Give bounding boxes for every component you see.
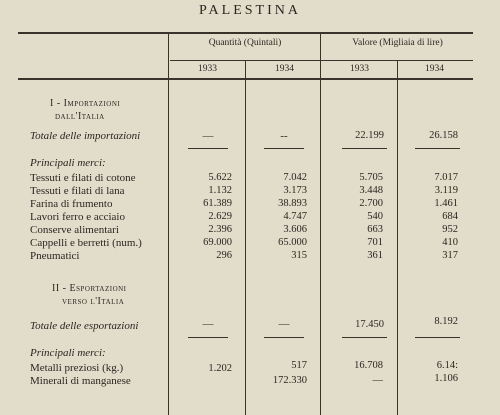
row-v1933: 3.448 (359, 185, 383, 196)
section2-total-q1933: — (202, 318, 214, 330)
row-q1934: 3.173 (283, 185, 307, 196)
row-label: Lavori ferro e acciaio (30, 211, 125, 223)
row-v1934: 3.119 (434, 185, 458, 196)
row-v1934: 7.017 (434, 172, 458, 183)
row-v1933: 540 (367, 211, 383, 222)
row-v1933: 663 (367, 224, 383, 235)
section1-total-v1934: 26.158 (429, 130, 458, 141)
row-q1933: 69.000 (203, 237, 232, 248)
year-v-1933: 1933 (350, 64, 369, 74)
table-top-rule (18, 32, 473, 34)
section2-total-underline-1 (188, 337, 228, 338)
row-v1933: 701 (367, 237, 383, 248)
section2-total-label: Totale delle esportazioni (30, 320, 139, 332)
section2-total-q1934: — (278, 318, 290, 330)
row-q1934: 517 (291, 360, 307, 371)
row-v1933: — (372, 375, 383, 386)
row-label: Cappelli e berretti (num.) (30, 237, 142, 249)
column-rule-1 (168, 32, 169, 415)
row-q1934: 4.747 (283, 211, 307, 222)
section2-principali-label: Principali merci: (30, 347, 106, 359)
section1-principali-label: Principali merci: (30, 157, 106, 169)
section2-total-v1933: 17.450 (355, 319, 384, 330)
header-quantita: Quantità (Quintali) (208, 38, 282, 48)
row-q1934: 315 (291, 250, 307, 261)
column-rule-2 (245, 60, 246, 415)
section2-total-underline-4 (415, 337, 460, 338)
row-q1934: 65.000 (278, 237, 307, 248)
section2-total-v1934: 8.192 (434, 316, 458, 327)
row-v1934: 410 (442, 237, 458, 248)
row-label: Tessuti e filati di cotone (30, 172, 136, 184)
year-q-1934: 1934 (275, 64, 294, 74)
section1-total-v1933: 22.199 (355, 130, 384, 141)
row-q1933: 2.396 (208, 224, 232, 235)
section2-heading-2: verso l'Italia (62, 296, 125, 307)
header-valore: Valore (Migliaia di lire) (352, 38, 443, 48)
row-q1933: 2.629 (208, 211, 232, 222)
section1-total-underline-1 (188, 148, 228, 149)
row-q1934: 38.893 (278, 198, 307, 209)
header-group-rule (170, 60, 473, 61)
row-v1934: 1.461 (434, 198, 458, 209)
row-v1934: 684 (442, 211, 458, 222)
row-label: Metalli preziosi (kg.) (30, 362, 124, 374)
page-title: PALESTINA (199, 3, 301, 18)
row-v1933: 361 (367, 250, 383, 261)
row-v1934: 1.106 (434, 373, 458, 384)
row-q1934: 7.042 (283, 172, 307, 183)
section2-heading-1: II - Esportazioni (52, 283, 127, 294)
row-label: Farina di frumento (30, 198, 113, 210)
column-rule-4 (397, 60, 398, 415)
row-q1934: 172.330 (272, 375, 307, 386)
section1-heading-2: dall'Italia (55, 111, 105, 122)
row-label: Minerali di manganese (30, 375, 131, 387)
section1-total-q1934: -- (280, 130, 288, 142)
section1-total-underline-4 (415, 148, 460, 149)
row-v1934: 952 (442, 224, 458, 235)
year-v-1934: 1934 (425, 64, 444, 74)
row-v1934: 317 (442, 250, 458, 261)
row-q1934: 3.606 (283, 224, 307, 235)
column-rule-3 (320, 32, 321, 415)
section2-total-underline-3 (342, 337, 387, 338)
section1-total-underline-3 (342, 148, 387, 149)
year-q-1933: 1933 (198, 64, 217, 74)
row-q1933: 296 (216, 250, 232, 261)
row-q1933: 1.132 (208, 185, 232, 196)
section1-total-underline-2 (264, 148, 304, 149)
row-v1933: 2.700 (359, 198, 383, 209)
row-q1933: 5.622 (208, 172, 232, 183)
row-v1933: 5.705 (359, 172, 383, 183)
section1-total-q1933: — (202, 130, 214, 142)
section1-total-label: Totale delle importazioni (30, 130, 141, 142)
row-q1933: 61.389 (203, 198, 232, 209)
row-v1934: 6.14: (436, 360, 458, 371)
row-label: Pneumatici (30, 250, 80, 262)
row-q1933: 1.202 (208, 363, 232, 374)
section2-total-underline-2 (264, 337, 304, 338)
row-label: Conserve alimentari (30, 224, 119, 236)
row-v1933: 16.708 (354, 360, 383, 371)
row-label: Tessuti e filati di lana (30, 185, 125, 197)
section1-heading-1: I - Importazioni (50, 98, 121, 109)
